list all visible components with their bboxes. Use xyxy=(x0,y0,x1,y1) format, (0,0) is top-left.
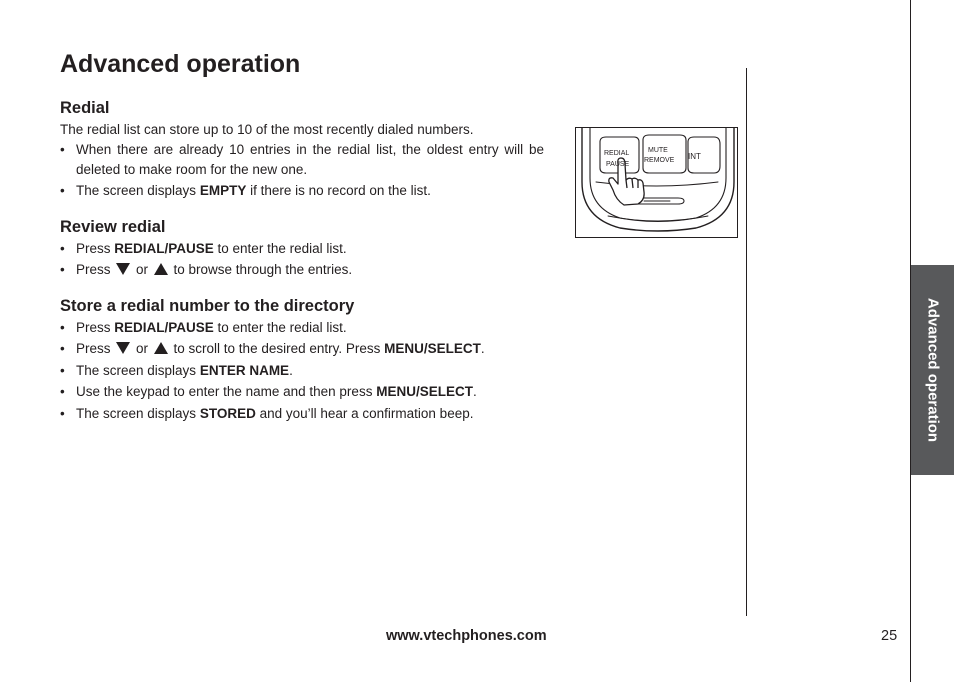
bullet-text: . xyxy=(472,384,477,399)
bullet-text: or xyxy=(132,262,152,277)
display-message-enter-name: ENTER NAME xyxy=(199,362,290,378)
bullet-text: Press xyxy=(76,262,115,277)
list-item xyxy=(60,318,544,338)
footer-url: www.vtechphones.com xyxy=(386,628,547,644)
key-name: MENU/SELECT xyxy=(376,384,473,399)
bullet-text: to scroll to the desired entry. Press xyxy=(169,341,385,356)
store-bullets xyxy=(60,318,544,424)
bullet-text: Press xyxy=(76,319,115,335)
bullet-text: to enter the redial list. xyxy=(213,240,347,256)
bullet-text: The screen displays xyxy=(76,183,200,198)
page-title: Advanced operation xyxy=(60,50,301,78)
list-item xyxy=(60,181,544,201)
down-triangle-icon xyxy=(116,342,130,354)
bullet-text: Press xyxy=(76,240,115,256)
key-int-label: INT xyxy=(688,152,701,161)
bullet-text: or xyxy=(132,341,152,356)
section-title-store-redial: Store a redial number to the directory xyxy=(60,296,355,315)
key-redial-label: REDIAL xyxy=(604,150,630,157)
page-number: 25 xyxy=(881,628,898,644)
bullet-text: Press xyxy=(76,341,115,356)
review-bullets xyxy=(60,239,544,280)
handset-illustration xyxy=(575,127,738,238)
key-remove-label: REMOVE xyxy=(644,157,675,164)
redial-intro: The redial list can store up to 10 of the most recently dialed numbers. xyxy=(60,122,474,137)
section-title-redial: Redial xyxy=(60,99,110,117)
list-item xyxy=(60,382,544,402)
redial-bullets xyxy=(60,140,544,201)
column-divider xyxy=(746,68,747,616)
down-triangle-icon xyxy=(116,263,130,275)
list-item xyxy=(60,140,544,179)
display-message-empty: EMPTY xyxy=(199,183,247,198)
list-item xyxy=(60,239,544,259)
bullet-text: and you’ll hear a confirmation beep. xyxy=(255,405,474,421)
side-tab-label: Advanced operation xyxy=(924,297,941,443)
bullet-text: if there is no record on the list. xyxy=(246,183,431,198)
section-title-review-redial: Review redial xyxy=(60,217,166,236)
up-triangle-icon xyxy=(154,263,168,275)
key-pause-label: PAUSE xyxy=(606,161,630,168)
key-name: REDIAL/PAUSE xyxy=(114,319,214,335)
list-item xyxy=(60,339,544,359)
bullet-text: The screen displays xyxy=(76,405,200,421)
bullet-text: Use the keypad to enter the name and then press xyxy=(76,384,377,399)
main-content xyxy=(60,98,544,425)
bullet-text: When there are already 10 entries in the redial list, the oldest entry will be deleted to make room for the new one. xyxy=(76,142,544,177)
handset-keys-drawing xyxy=(576,128,738,238)
bullet-text: . xyxy=(289,362,293,378)
display-message-stored: STORED xyxy=(199,405,256,421)
bullet-text: to browse through the entries. xyxy=(169,262,353,277)
bullet-text: . xyxy=(480,341,485,356)
key-mute-label: MUTE xyxy=(648,147,668,154)
list-item xyxy=(60,260,544,280)
key-name: REDIAL/PAUSE xyxy=(114,240,214,256)
list-item xyxy=(60,361,544,381)
list-item xyxy=(60,404,544,424)
bullet-text: to enter the redial list. xyxy=(213,319,347,335)
up-triangle-icon xyxy=(154,342,168,354)
side-tab xyxy=(911,265,954,475)
key-name: MENU/SELECT xyxy=(384,341,481,356)
bullet-text: The screen displays xyxy=(76,362,200,378)
